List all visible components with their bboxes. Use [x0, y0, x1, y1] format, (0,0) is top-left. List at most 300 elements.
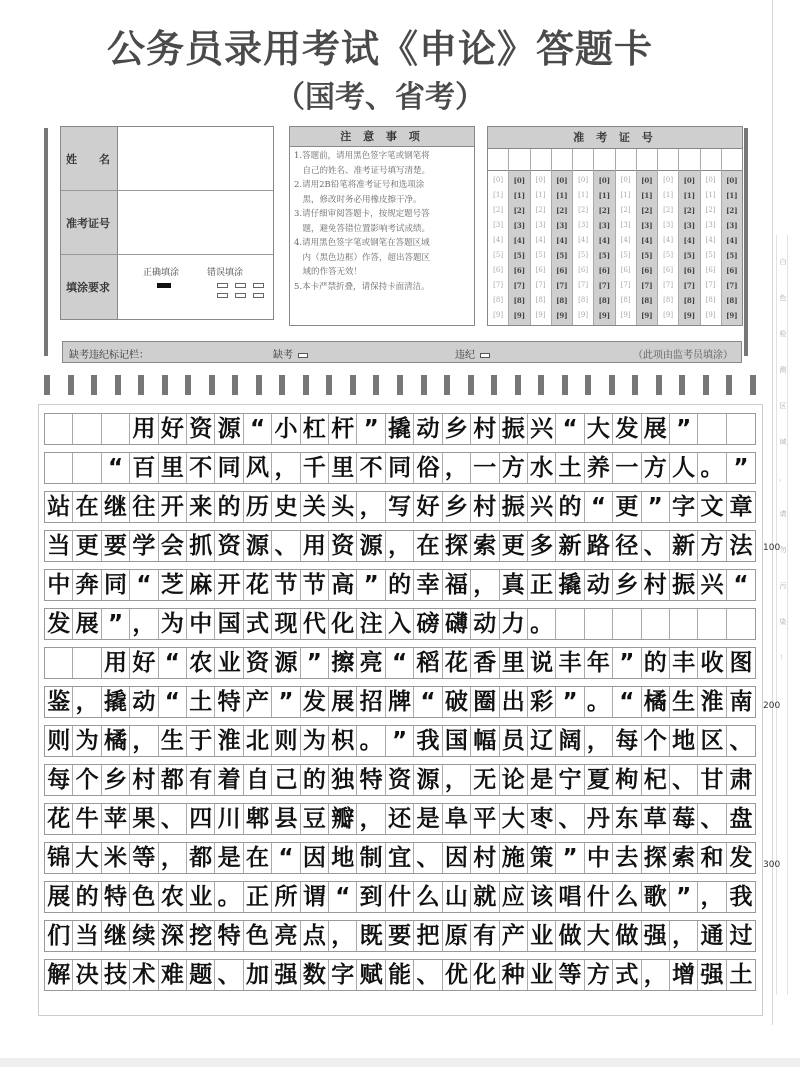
answer-cell[interactable]: 人 [670, 453, 698, 483]
answer-cell[interactable]: 我 [729, 884, 753, 910]
digit-bubble[interactable]: [8] [513, 296, 526, 305]
answer-cell[interactable]: 源 [414, 765, 442, 795]
digit-bubble[interactable]: [7] [683, 281, 696, 290]
digit-bubble[interactable]: [5] [535, 251, 546, 259]
digit-bubble[interactable]: [4] [493, 236, 504, 244]
answer-cell[interactable]: 们 [45, 921, 73, 951]
answer-cell[interactable]: 杆 [329, 414, 357, 444]
answer-cell[interactable]: 鉴 [45, 687, 73, 717]
answer-cell[interactable]: 优 [443, 960, 471, 990]
answer-cell[interactable]: 郫 [244, 804, 272, 834]
digit-bubble[interactable]: [1] [556, 191, 568, 200]
digit-bubble[interactable]: [2] [726, 206, 738, 215]
answer-cell[interactable]: 术 [130, 960, 158, 990]
digit-bubble[interactable]: [8] [726, 296, 738, 305]
answer-cell[interactable]: 亮 [272, 921, 300, 951]
answer-cell[interactable]: 肃 [729, 767, 753, 793]
answer-cell[interactable]: 文 [698, 492, 726, 522]
exam-number-digit-box[interactable] [509, 149, 529, 171]
answer-cell[interactable]: 继 [102, 921, 130, 951]
digit-bubble[interactable]: [0] [578, 176, 589, 184]
answer-cell[interactable]: 兴 [528, 492, 556, 522]
answer-cell[interactable]: ” [301, 648, 329, 678]
answer-cell[interactable]: 新 [670, 531, 698, 561]
answer-cell[interactable]: “ [585, 492, 613, 522]
answer-cell[interactable]: 因 [301, 843, 329, 873]
answer-cell[interactable]: 增 [670, 960, 698, 990]
answer-cell[interactable]: 为 [73, 726, 101, 756]
digit-bubble[interactable]: [2] [620, 206, 631, 214]
answer-cell[interactable]: 的 [386, 570, 414, 600]
answer-cell[interactable]: 动 [414, 414, 442, 444]
answer-cell[interactable]: 亮 [357, 648, 385, 678]
answer-cell[interactable]: 当 [45, 531, 73, 561]
answer-cell[interactable]: 字 [670, 492, 698, 522]
answer-cell[interactable]: 什 [585, 882, 613, 912]
answer-cell[interactable]: 一 [613, 453, 641, 483]
answer-cell[interactable]: ， [443, 765, 471, 795]
answer-cell[interactable]: 幅 [471, 726, 499, 756]
answer-cell[interactable]: ， [642, 960, 670, 990]
digit-bubble[interactable]: [3] [641, 221, 653, 230]
answer-cell[interactable]: 多 [528, 531, 556, 561]
answer-cell[interactable]: 当 [73, 921, 101, 951]
answer-cell[interactable]: 丰 [670, 648, 698, 678]
answer-cell[interactable]: ， [272, 453, 300, 483]
digit-bubble[interactable]: [2] [535, 206, 546, 214]
answer-cell[interactable]: 有 [471, 921, 499, 951]
digit-bubble[interactable]: [8] [598, 296, 611, 305]
answer-cell[interactable]: 注 [357, 609, 385, 639]
digit-bubble[interactable]: [7] [726, 281, 738, 290]
answer-cell[interactable]: 的 [73, 882, 101, 912]
answer-cell[interactable]: 为 [301, 726, 329, 756]
answer-cell[interactable]: 是 [414, 804, 442, 834]
answer-cell[interactable]: 施 [500, 843, 528, 873]
answer-cell[interactable]: 。 [698, 453, 726, 483]
digit-bubble[interactable]: [3] [493, 221, 504, 229]
answer-cell[interactable]: ， [585, 726, 613, 756]
answer-cell[interactable]: 源 [215, 414, 243, 444]
answer-cell[interactable] [556, 609, 584, 639]
answer-cell[interactable]: 力 [500, 609, 528, 639]
answer-cell[interactable]: ” [102, 609, 130, 639]
answer-cell[interactable]: 橘 [102, 726, 130, 756]
answer-cell[interactable]: 、 [698, 804, 726, 834]
answer-cell[interactable]: 阔 [556, 726, 584, 756]
answer-cell[interactable]: ” [642, 492, 670, 522]
exam-number-digit-box[interactable] [701, 149, 721, 171]
answer-cell[interactable]: 我 [414, 726, 442, 756]
answer-cell[interactable]: 兴 [528, 414, 556, 444]
answer-cell[interactable]: 式 [244, 609, 272, 639]
answer-cell[interactable]: 因 [443, 843, 471, 873]
answer-cell[interactable]: 淮 [215, 726, 243, 756]
answer-cell[interactable]: 乡 [443, 492, 471, 522]
answer-cell[interactable]: 特 [102, 882, 130, 912]
digit-bubble[interactable]: [1] [513, 191, 526, 200]
answer-cell[interactable]: 瓣 [329, 804, 357, 834]
answer-cell[interactable]: 展 [642, 414, 670, 444]
answer-cell[interactable]: ， [357, 492, 385, 522]
answer-cell[interactable]: “ [556, 414, 584, 444]
answer-cell[interactable]: 方 [500, 453, 528, 483]
answer-cell[interactable]: 、 [215, 960, 243, 990]
exam-number-digit-box[interactable] [488, 149, 508, 171]
answer-cell[interactable]: 代 [301, 609, 329, 639]
answer-cell[interactable] [45, 453, 73, 483]
answer-cell[interactable]: 特 [215, 687, 243, 717]
answer-cell[interactable]: 图 [729, 650, 753, 676]
answer-cell[interactable] [102, 414, 130, 444]
answer-cell[interactable]: 特 [357, 765, 385, 795]
digit-bubble[interactable]: [2] [663, 206, 674, 214]
digit-bubble[interactable]: [9] [663, 311, 674, 319]
answer-cell[interactable]: 产 [500, 921, 528, 951]
digit-bubble[interactable]: [8] [578, 296, 589, 304]
answer-cell[interactable]: 要 [102, 531, 130, 561]
answer-cell[interactable]: 史 [272, 492, 300, 522]
answer-cell[interactable]: “ [613, 687, 641, 717]
answer-cell[interactable]: 生 [159, 726, 187, 756]
answer-cell[interactable]: ” [556, 843, 584, 873]
digit-bubble[interactable]: [6] [705, 266, 716, 274]
digit-bubble[interactable]: [7] [705, 281, 716, 289]
answer-cell[interactable]: 养 [585, 453, 613, 483]
answer-cell[interactable]: 展 [73, 609, 101, 639]
digit-bubble[interactable]: [3] [620, 221, 631, 229]
answer-cell[interactable]: “ [272, 843, 300, 873]
answer-cell[interactable]: 村 [471, 843, 499, 873]
answer-cell[interactable]: 抓 [187, 531, 215, 561]
digit-bubble[interactable]: [1] [493, 191, 504, 199]
digit-bubble[interactable]: [0] [726, 176, 738, 185]
answer-cell[interactable]: 独 [329, 765, 357, 795]
answer-cell[interactable]: 历 [244, 492, 272, 522]
digit-bubble[interactable]: [3] [556, 221, 568, 230]
digit-bubble[interactable]: [4] [683, 236, 696, 245]
digit-bubble[interactable]: [1] [641, 191, 653, 200]
answer-cell[interactable]: 则 [45, 726, 73, 756]
answer-cell[interactable]: 四 [187, 804, 215, 834]
answer-cell[interactable]: 头 [329, 492, 357, 522]
answer-cell[interactable]: 乡 [443, 414, 471, 444]
exam-number-digit-box[interactable] [658, 149, 678, 171]
answer-cell[interactable]: 动 [585, 570, 613, 600]
answer-cell[interactable]: 米 [102, 843, 130, 873]
answer-cell[interactable]: 一 [471, 453, 499, 483]
answer-cell[interactable]: 资 [187, 414, 215, 444]
answer-cell[interactable]: 入 [386, 609, 414, 639]
answer-cell[interactable]: 乡 [102, 765, 130, 795]
answer-cell[interactable]: 千 [301, 453, 329, 483]
answer-cell[interactable]: 方 [642, 453, 670, 483]
answer-cell[interactable]: 式 [613, 960, 641, 990]
digit-bubble[interactable]: [6] [620, 266, 631, 274]
answer-cell[interactable]: ” [357, 414, 385, 444]
digit-bubble[interactable]: [5] [620, 251, 631, 259]
answer-cell[interactable]: ， [329, 921, 357, 951]
answer-cell[interactable]: 农 [187, 648, 215, 678]
answer-cell[interactable]: 和 [698, 843, 726, 873]
answer-cell[interactable]: 个 [73, 765, 101, 795]
answer-cell[interactable]: 橘 [642, 687, 670, 717]
answer-cell[interactable]: 应 [500, 882, 528, 912]
answer-cell[interactable]: 过 [729, 923, 753, 949]
answer-cell[interactable]: 决 [73, 960, 101, 990]
digit-bubble[interactable]: [5] [705, 251, 716, 259]
digit-bubble[interactable]: [9] [683, 311, 696, 320]
answer-cell[interactable] [73, 453, 101, 483]
digit-bubble[interactable]: [8] [663, 296, 674, 304]
answer-cell[interactable]: 资 [244, 648, 272, 678]
answer-cell[interactable]: 着 [215, 765, 243, 795]
answer-cell[interactable]: 无 [471, 765, 499, 795]
answer-cell[interactable]: 有 [187, 765, 215, 795]
digit-bubble[interactable]: [1] [705, 191, 716, 199]
answer-cell[interactable] [698, 609, 726, 639]
digit-bubble[interactable]: [1] [683, 191, 696, 200]
answer-cell[interactable]: 撬 [102, 687, 130, 717]
answer-cell[interactable]: 村 [471, 492, 499, 522]
answer-cell[interactable]: 奔 [73, 570, 101, 600]
answer-cell[interactable] [45, 648, 73, 678]
answer-cell[interactable]: 杞 [642, 765, 670, 795]
answer-cell[interactable]: 既 [357, 921, 385, 951]
answer-cell[interactable]: 都 [159, 765, 187, 795]
answer-cell[interactable]: 、 [414, 843, 442, 873]
answer-cell[interactable]: 原 [443, 921, 471, 951]
answer-cell[interactable]: 学 [130, 531, 158, 561]
answer-cell[interactable]: ， [471, 570, 499, 600]
answer-cell[interactable]: 继 [102, 492, 130, 522]
answer-cell[interactable]: 中 [187, 609, 215, 639]
answer-cell[interactable]: ， [443, 453, 471, 483]
answer-cell[interactable]: 己 [272, 765, 300, 795]
answer-cell[interactable]: “ [329, 882, 357, 912]
digit-bubble[interactable]: [4] [663, 236, 674, 244]
answer-cell[interactable]: ， [698, 882, 726, 912]
answer-cell[interactable]: 还 [386, 804, 414, 834]
answer-cell[interactable]: 、 [272, 531, 300, 561]
answer-cell[interactable]: 通 [698, 921, 726, 951]
answer-cell[interactable]: 现 [272, 609, 300, 639]
answer-cell[interactable] [698, 414, 726, 444]
answer-cell[interactable]: 产 [244, 687, 272, 717]
answer-cell[interactable]: 国 [215, 609, 243, 639]
answer-cell[interactable]: “ [733, 572, 749, 598]
digit-bubble[interactable]: [5] [513, 251, 526, 260]
answer-cell[interactable]: 就 [471, 882, 499, 912]
answer-cell[interactable]: ， [73, 687, 101, 717]
answer-cell[interactable]: 为 [159, 609, 187, 639]
answer-cell[interactable]: 策 [528, 843, 556, 873]
answer-cell[interactable]: 在 [244, 843, 272, 873]
answer-cell[interactable]: 盘 [729, 806, 753, 832]
answer-cell[interactable]: 稻 [414, 648, 442, 678]
digit-bubble[interactable]: [7] [556, 281, 568, 290]
answer-cell[interactable]: 农 [159, 882, 187, 912]
digit-bubble[interactable]: [2] [683, 206, 696, 215]
answer-cell[interactable]: 员 [500, 726, 528, 756]
digit-bubble[interactable]: [7] [598, 281, 611, 290]
digit-bubble[interactable]: [0] [620, 176, 631, 184]
answer-cell[interactable]: 擦 [329, 648, 357, 678]
answer-cell[interactable]: 地 [670, 726, 698, 756]
answer-cell[interactable]: 撬 [386, 414, 414, 444]
digit-bubble[interactable]: [6] [556, 266, 568, 275]
answer-cell[interactable] [727, 414, 755, 444]
answer-cell[interactable]: 种 [500, 960, 528, 990]
answer-cell[interactable]: 出 [500, 687, 528, 717]
digit-bubble[interactable]: [5] [663, 251, 674, 259]
answer-cell[interactable]: 高 [329, 570, 357, 600]
answer-cell[interactable]: 里 [500, 648, 528, 678]
exam-number-digit-box[interactable] [679, 149, 699, 171]
answer-cell[interactable]: 用 [102, 648, 130, 678]
digit-bubble[interactable]: [4] [705, 236, 716, 244]
digit-bubble[interactable]: [4] [556, 236, 568, 245]
digit-bubble[interactable]: [5] [578, 251, 589, 259]
answer-cell[interactable]: 夏 [585, 765, 613, 795]
answer-cell[interactable]: 。 [357, 726, 385, 756]
answer-cell[interactable] [585, 609, 613, 639]
digit-bubble[interactable]: [0] [683, 176, 696, 185]
digit-bubble[interactable]: [6] [598, 266, 611, 275]
answer-cell[interactable]: 节 [272, 570, 300, 600]
answer-cell[interactable]: 兴 [698, 570, 726, 600]
answer-cell[interactable]: 强 [642, 921, 670, 951]
answer-cell[interactable]: 好 [159, 414, 187, 444]
answer-cell[interactable]: 、 [159, 804, 187, 834]
answer-cell[interactable]: 开 [159, 492, 187, 522]
answer-cell[interactable]: 山 [443, 882, 471, 912]
answer-cell[interactable]: 索 [670, 843, 698, 873]
answer-cell[interactable]: 业 [215, 648, 243, 678]
answer-cell[interactable]: 方 [585, 960, 613, 990]
digit-bubble[interactable]: [7] [493, 281, 504, 289]
answer-cell[interactable]: 每 [45, 765, 73, 795]
answer-cell[interactable]: 动 [130, 687, 158, 717]
answer-cell[interactable]: 资 [215, 531, 243, 561]
answer-cell[interactable]: “ [159, 687, 187, 717]
answer-cell[interactable]: 化 [329, 609, 357, 639]
answer-cell[interactable]: 强 [698, 960, 726, 990]
answer-cell[interactable]: 什 [386, 882, 414, 912]
digit-bubble[interactable]: [3] [726, 221, 738, 230]
digit-bubble[interactable]: [6] [493, 266, 504, 274]
answer-cell[interactable]: “ [102, 453, 130, 483]
violation-checkbox[interactable] [480, 353, 490, 358]
answer-cell[interactable]: 福 [443, 570, 471, 600]
answer-cell[interactable]: 土 [187, 687, 215, 717]
answer-cell[interactable]: 节 [301, 570, 329, 600]
answer-cell[interactable]: 、 [414, 960, 442, 990]
answer-cell[interactable]: 化 [471, 960, 499, 990]
answer-cell[interactable]: 莓 [670, 804, 698, 834]
answer-cell[interactable]: 要 [386, 921, 414, 951]
digit-bubble[interactable]: [4] [535, 236, 546, 244]
digit-bubble[interactable]: [1] [598, 191, 611, 200]
digit-bubble[interactable]: [0] [556, 176, 568, 185]
answer-cell[interactable]: 制 [357, 843, 385, 873]
answer-cell[interactable]: 正 [244, 882, 272, 912]
digit-bubble[interactable]: [8] [705, 296, 716, 304]
answer-cell[interactable]: 乡 [613, 570, 641, 600]
answer-cell[interactable]: ， [130, 609, 158, 639]
answer-cell[interactable]: 展 [45, 882, 73, 912]
answer-cell[interactable]: ， [159, 843, 187, 873]
answer-cell[interactable]: 写 [386, 492, 414, 522]
digit-bubble[interactable]: [5] [493, 251, 504, 259]
digit-bubble[interactable]: [2] [578, 206, 589, 214]
digit-bubble[interactable]: [9] [705, 311, 716, 319]
answer-cell[interactable]: 同 [102, 570, 130, 600]
answer-cell[interactable]: 土 [729, 962, 753, 988]
answer-cell[interactable]: 强 [272, 960, 300, 990]
answer-cell[interactable]: 不 [187, 453, 215, 483]
answer-cell[interactable]: 业 [528, 921, 556, 951]
absent-option[interactable] [273, 346, 308, 361]
digit-bubble[interactable]: [1] [578, 191, 589, 199]
answer-cell[interactable]: 里 [329, 453, 357, 483]
answer-cell[interactable]: 该 [528, 882, 556, 912]
answer-cell[interactable]: 阜 [443, 804, 471, 834]
answer-cell[interactable]: 花 [244, 570, 272, 600]
digit-bubble[interactable]: [5] [598, 251, 611, 260]
digit-bubble[interactable]: [0] [641, 176, 653, 185]
answer-cell[interactable]: 到 [357, 882, 385, 912]
answer-cell[interactable]: 南 [729, 689, 753, 715]
digit-bubble[interactable]: [4] [620, 236, 631, 244]
answer-cell[interactable]: 说 [528, 648, 556, 678]
answer-cell[interactable]: 则 [272, 726, 300, 756]
digit-bubble[interactable]: [5] [683, 251, 696, 260]
absent-checkbox[interactable] [298, 353, 308, 358]
answer-cell[interactable]: 会 [159, 531, 187, 561]
answer-cell[interactable]: 源 [357, 531, 385, 561]
answer-cell[interactable]: 年 [585, 648, 613, 678]
answer-cell[interactable]: 草 [642, 804, 670, 834]
answer-cell[interactable]: 自 [244, 765, 272, 795]
digit-bubble[interactable]: [9] [535, 311, 546, 319]
answer-cell[interactable]: 俗 [414, 453, 442, 483]
answer-cell[interactable]: 在 [73, 492, 101, 522]
answer-cell[interactable]: 枸 [613, 765, 641, 795]
answer-cell[interactable]: 大 [585, 921, 613, 951]
digit-bubble[interactable]: [4] [513, 236, 526, 245]
digit-bubble[interactable]: [9] [513, 311, 526, 320]
answer-cell[interactable]: 技 [102, 960, 130, 990]
answer-cell[interactable]: 站 [45, 492, 73, 522]
digit-bubble[interactable]: [9] [726, 311, 738, 320]
digit-bubble[interactable]: [0] [663, 176, 674, 184]
answer-cell[interactable]: 国 [443, 726, 471, 756]
digit-bubble[interactable]: [3] [683, 221, 696, 230]
answer-cell[interactable]: 动 [471, 609, 499, 639]
answer-cell[interactable]: 新 [556, 531, 584, 561]
answer-cell[interactable]: “ [386, 648, 414, 678]
answer-cell[interactable]: 平 [471, 804, 499, 834]
answer-cell[interactable]: 正 [528, 570, 556, 600]
answer-cell[interactable]: 、 [556, 804, 584, 834]
digit-bubble[interactable]: [4] [598, 236, 611, 245]
answer-cell[interactable]: 的 [215, 492, 243, 522]
answer-cell[interactable]: 都 [187, 843, 215, 873]
answer-cell[interactable]: 丰 [556, 648, 584, 678]
answer-cell[interactable]: 路 [585, 531, 613, 561]
digit-bubble[interactable]: [4] [641, 236, 653, 245]
